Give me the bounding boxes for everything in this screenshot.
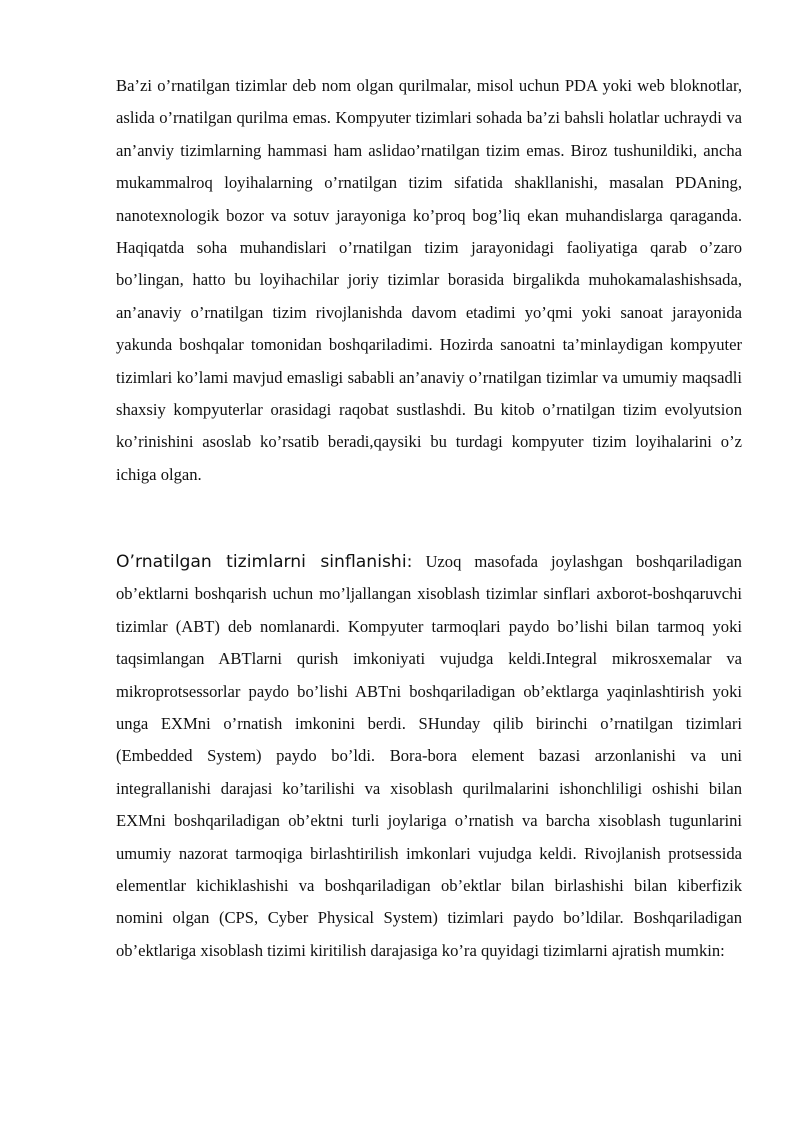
section-heading-classification: O’rnatilgan tizimlarni sinflanishi:	[116, 552, 413, 572]
paragraph-embedded-systems-intro: Ba’zi o’rnatilgan tizimlar deb nom olgan qurilmalar, misol uchun PDA yoki web bloknotlar, aslida o’rnatilgan qurilma emas. Kompyuter tizimlari sohada ba’zi bahsli holatlar uchraydi va an’anviy tizimlarning hammasi ham aslidao’rnatilgan tizim emas. Biroz tushunildiki, ancha mukammalroq loyihalarning o’rnatilgan tizim sifatida shakllanishi, masalan PDAning, nanotexnologik bozor va sotuv jarayoniga ko’proq bog’liq ekan muhandislarga qaraganda. Haqiqatda soha muhandislari o’rnatilgan tizim jarayonidagi faoliyatiga qarab o’zaro bo’lingan, hatto bu loyihachilar joriy tizimlar borasida birgalikda muhokamalashishsada, an’anaviy o’rnatilgan tizim rivojlanishda davom etadimi yo’qmi yoki sanoat jarayonida yakunda boshqalar tomonidan boshqariladimi. Hozirda sanoatni ta’minlaydigan kompyuter tizimlari ko’lami mavjud emasligi sababli an’anaviy o’rnatilgan tizimlar va umumiy maqsadli shaxsiy kompyuterlar orasidagi raqobat sustlashdi. Bu kitob o’rnatilgan tizim evolyutsion ko’rinishini asoslab ko’rsatib beradi,qaysiki bu turdagi kompyuter tizim loyihalarini o’z ichiga olgan.	[116, 76, 742, 484]
paragraph-classification	[116, 546, 742, 967]
paragraph-classification-body: Uzoq masofada joylashgan boshqariladigan ob’ektlarni boshqarish uchun mo’ljallangan xisoblash tizimlar sinflari axborot-boshqaruvchi tizimlar (ABT) deb nomlanardi. Kompyuter tarmoqlari paydo bo’lishi bilan tarmoq yoki taqsimlangan ABTlarni qurish imkoniyati vujudga keldi.Integral mikrosxemalar va mikroprotsessorlar paydo bo’lishi ABTni boshqariladigan ob’ektlarga yaqinlashtirish yoki unga EXMni o’rnatish imkonini berdi. SHunday qilib birinchi o’rnatilgan tizimlari (Embedded System) paydo bo’ldi. Bora-bora element bazasi arzonlanishi va uni integrallanishi darajasi ko’tarilishi va xisoblash qurilmalarini ishonchliligi oshishi bilan EXMni boshqariladigan ob’ektni turli joylariga o’rnatish va barcha xisoblash tugunlarini umumiy nazorat tarmoqiga birlashtirilish imkonlari vujudga keldi. Rivojlanish protsessida elementlar kichiklashishi va boshqariladigan ob’ektlar bilan birlashishi bilan kiberfizik nomini olgan (CPS, Cyber Physical System) tizimlari paydo bo’ldilar. Boshqariladigan ob’ektlariga xisoblash tizimi kiritilish darajasiga ko’ra quyidagi tizimlarni ajratish mumkin:	[116, 552, 742, 960]
